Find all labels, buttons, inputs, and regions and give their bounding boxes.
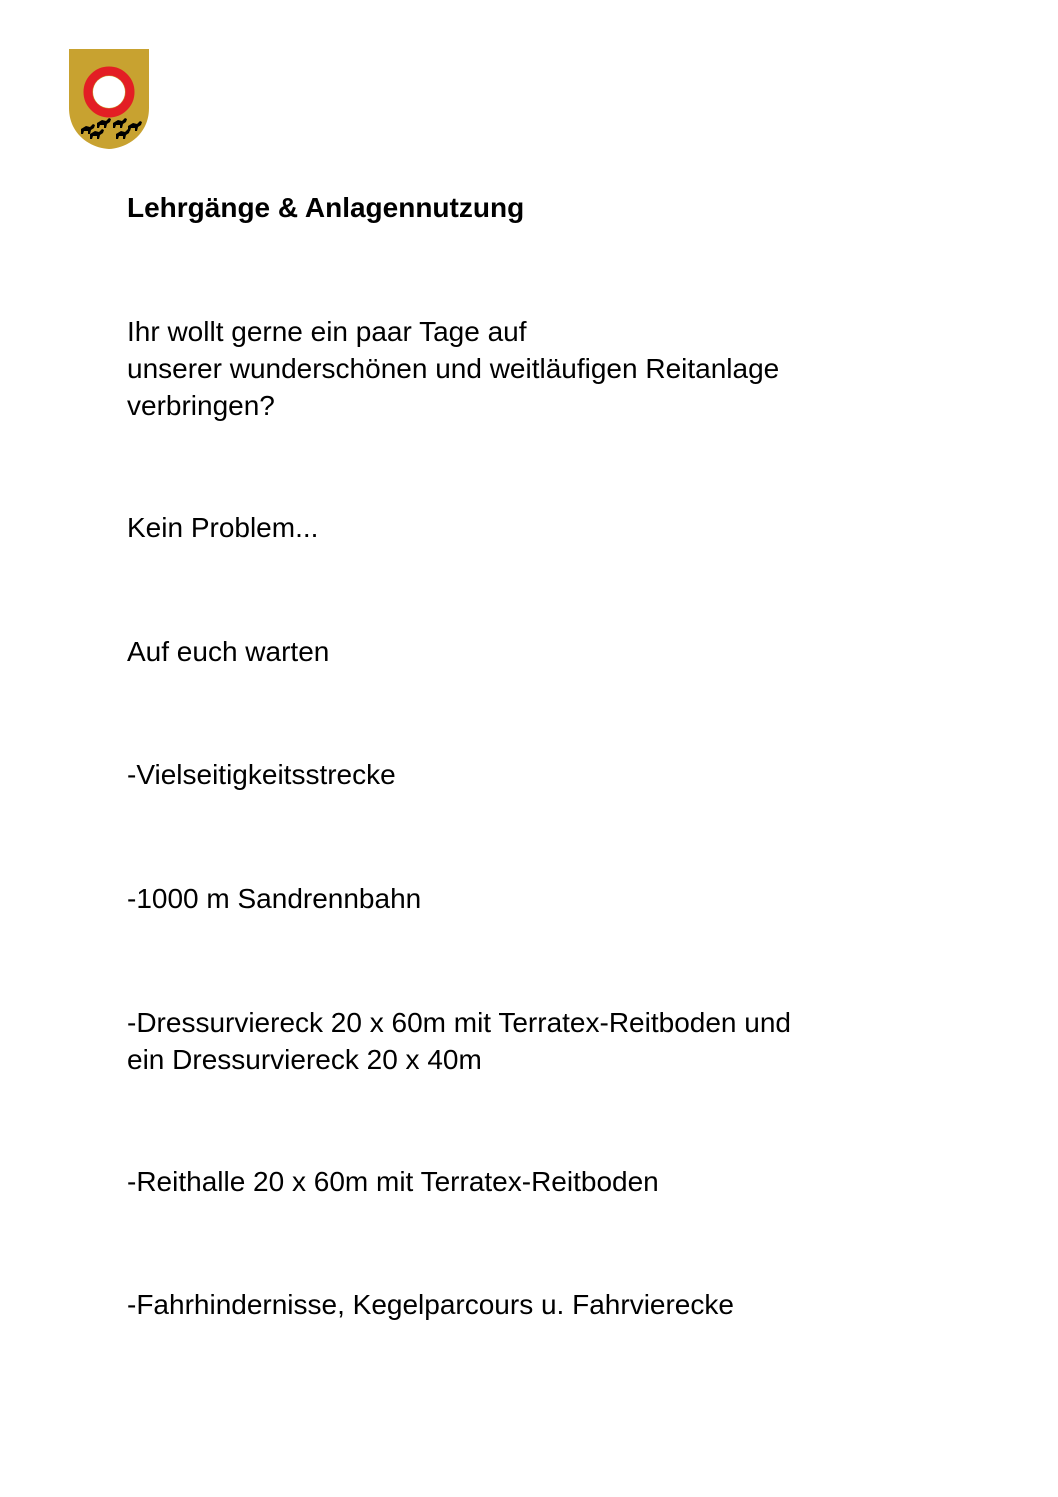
intro-line: unserer wunderschönen und weitläufigen Reitanlage [127, 353, 780, 384]
facility-line: -Dressurviereck 20 x 60m mit Terratex-Reitboden und [127, 1007, 791, 1038]
no-problem-text: Kein Problem... [127, 512, 319, 543]
crest-ring-inner [93, 76, 125, 108]
facility-item [127, 880, 421, 917]
facility-item [127, 1163, 659, 1200]
facility-line: -Reithalle 20 x 60m mit Terratex-Reitboden [127, 1166, 659, 1197]
facility-line: -1000 m Sandrennbahn [127, 883, 422, 914]
page-heading: Lehrgänge & Anlagennutzung [127, 192, 525, 223]
intro-line: verbringen? [127, 390, 275, 421]
await-text: Auf euch warten [127, 636, 330, 667]
facility-line: -Vielseitigkeitsstrecke [127, 759, 396, 790]
intro-paragraph [127, 313, 779, 424]
intro-line: Ihr wollt gerne ein paar Tage auf [127, 316, 527, 347]
facility-item [127, 756, 396, 793]
facility-item [127, 1286, 734, 1323]
facility-item [127, 1004, 791, 1078]
coat-of-arms-logo [68, 48, 150, 150]
facility-line: -Fahrhindernisse, Kegelparcours u. Fahrvierecke [127, 1289, 734, 1320]
facility-line: ein Dressurviereck 20 x 40m [127, 1044, 482, 1075]
